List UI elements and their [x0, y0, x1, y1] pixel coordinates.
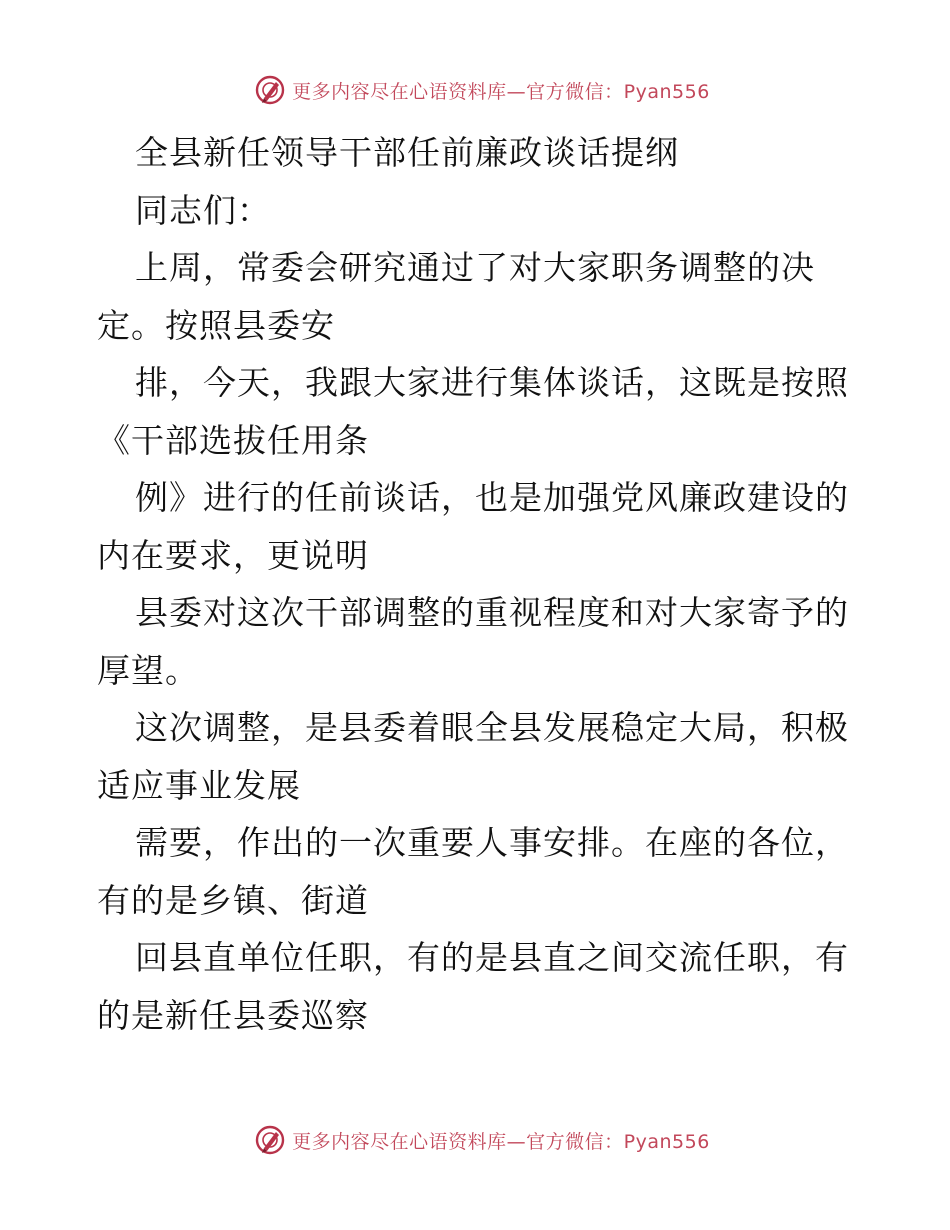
text-line: 上周，常委会研究通过了对大家职务调整的决 [135, 248, 815, 287]
text-line: 定。按照县委安 [97, 305, 335, 345]
text-line: 排，今天，我跟大家进行集体谈话，这既是按照 [135, 363, 849, 402]
pen-nib-icon [254, 1124, 286, 1156]
text-line: 有的是乡镇、街道 [97, 880, 369, 920]
header-banner [0, 70, 950, 110]
text-line: 例》进行的任前谈话，也是加强党风廉政建设的 [135, 478, 849, 517]
text-line: 同志们： [135, 190, 271, 230]
header-banner-inner [254, 74, 710, 106]
pen-nib-icon [254, 74, 286, 106]
text-line: 县委对这次干部调整的重视程度和对大家寄予的 [135, 593, 849, 632]
text-line: 的是新任县委巡察 [97, 995, 369, 1035]
text-line: 这次调整，是县委着眼全县发展稳定大局，积极 [135, 708, 849, 747]
text-line: 厚望。 [97, 650, 199, 690]
text-line: 回县直单位任职，有的是县直之间交流任职，有 [135, 938, 849, 977]
text-line: 《干部选拔任用条 [97, 420, 369, 460]
footer-banner [0, 1120, 950, 1160]
text-line: 适应事业发展 [97, 765, 301, 805]
footer-banner-inner [254, 1124, 710, 1156]
document-title: 全县新任领导干部任前廉政谈话提纲 [135, 133, 679, 172]
document-body [97, 124, 857, 1044]
text-line: 需要，作出的一次重要人事安排。在座的各位， [135, 823, 849, 862]
text-line: 内在要求，更说明 [97, 535, 369, 575]
footer-banner-text: 更多内容尽在心语资料库—官方微信：Pyan556 [292, 1130, 710, 1153]
header-banner-text: 更多内容尽在心语资料库—官方微信：Pyan556 [292, 80, 710, 103]
